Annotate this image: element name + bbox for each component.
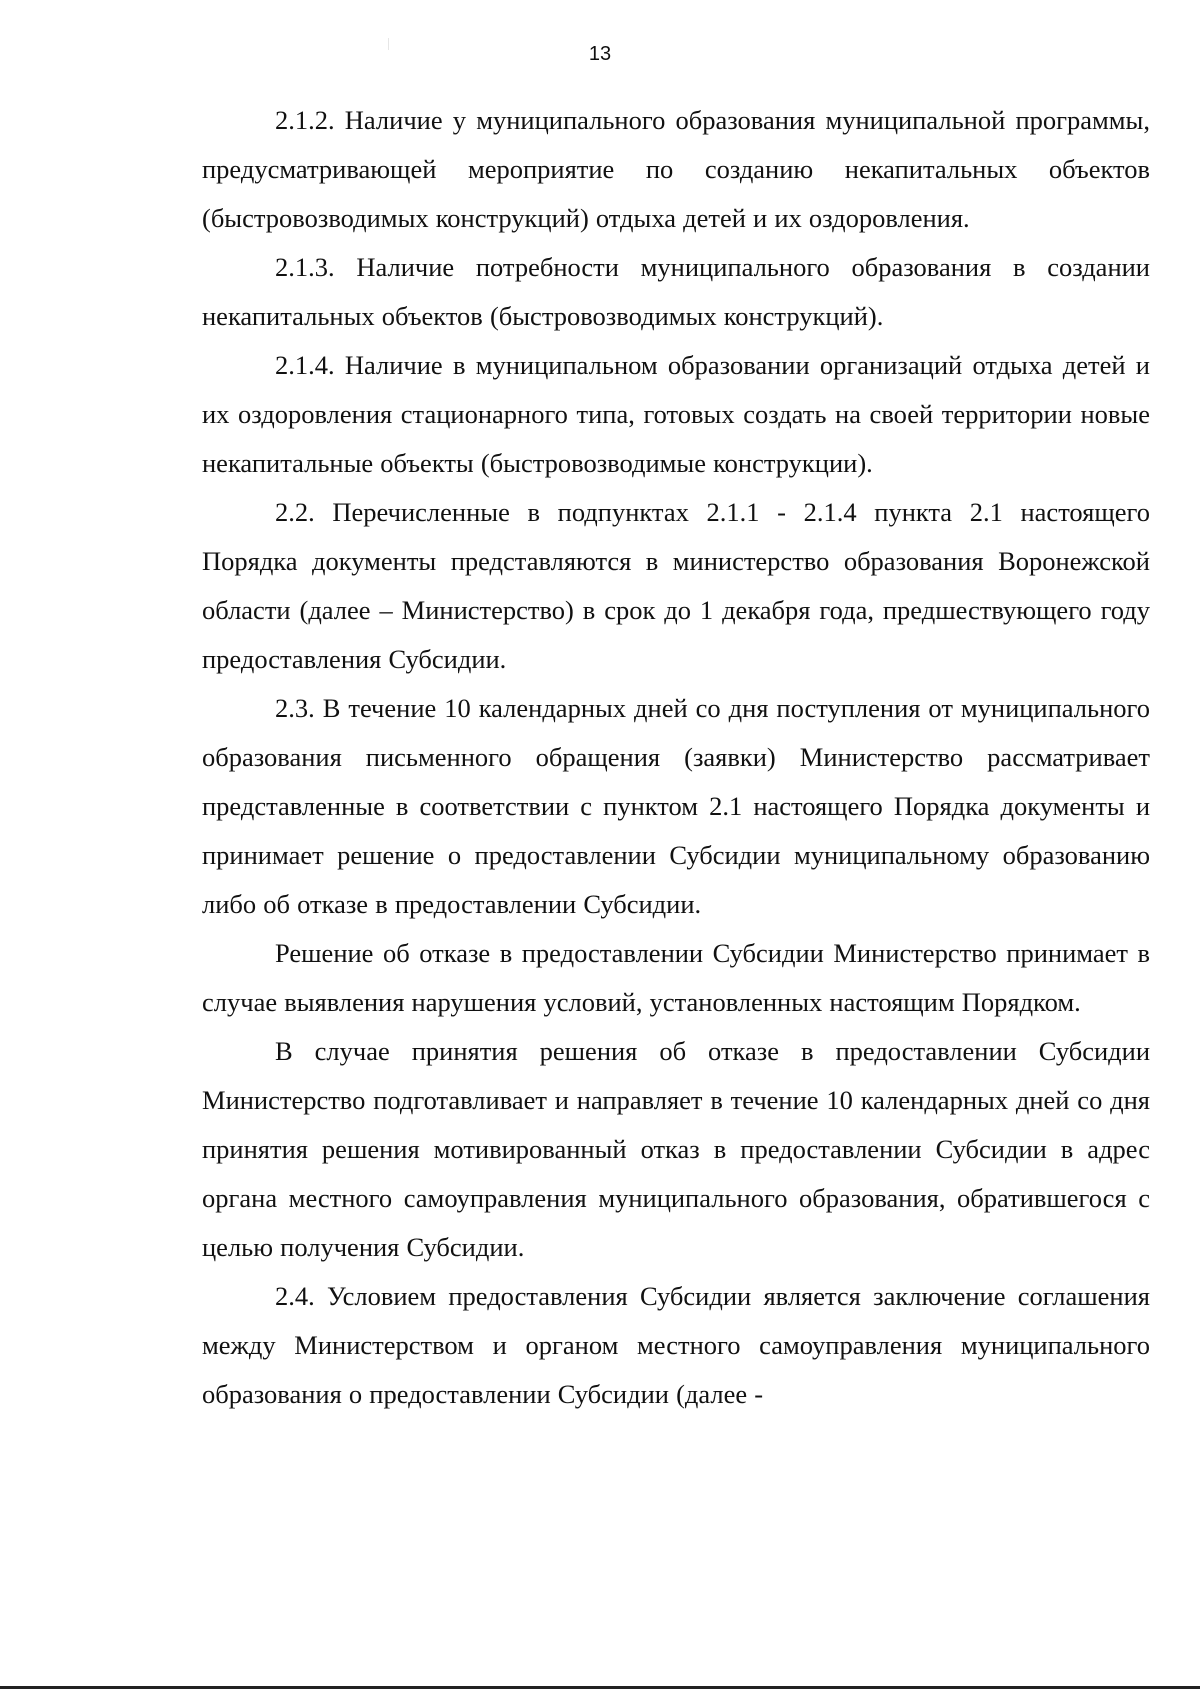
paragraph-2-4: 2.4. Условием предоставления Субсидии является заключение соглашения между Министерством и органом местного самоуправления муниципального образования о предоставлении Субсидии (далее - xyxy=(202,1281,1150,1409)
paragraph-refusal-notice: В случае принятия решения об отказе в предоставлении Субсидии Министерство подготавливает и направляет в течение 10 календарных дней со дня принятия решения мотивированный отказ в предоставлении Субсидии в адрес органа местного самоуправления муниципального образования, обратившегося с целью получения Субсидии. xyxy=(202,1036,1150,1262)
paragraph-2-1-2: 2.1.2. Наличие у муниципального образования муниципальной программы, предусматривающей мероприятие по созданию некапитальных объектов (быстровозводимых конструкций) отдыха детей и их оздоровления. xyxy=(202,105,1150,233)
paragraph-refusal-decision: Решение об отказе в предоставлении Субсидии Министерство принимает в случае выявления нарушения условий, установленных настоящим Порядком. xyxy=(202,938,1150,1017)
page-bottom-rule xyxy=(0,1686,1200,1689)
document-body xyxy=(202,96,1150,1419)
paragraph-2-1-3: 2.1.3. Наличие потребности муниципального образования в создании некапитальных объектов (быстровозводимых конструкций). xyxy=(202,252,1150,331)
paragraph-2-1-4: 2.1.4. Наличие в муниципальном образовании организаций отдыха детей и их оздоровления стационарного типа, готовых создать на своей территории новые некапитальные объекты (быстровозводимые конструкции). xyxy=(202,350,1150,478)
paragraph-2-3: 2.3. В течение 10 календарных дней со дня поступления от муниципального образования письменного обращения (заявки) Министерство рассматривает представленные в соответствии с пунктом 2.1 настоящего Порядка документы и принимает решение о предоставлении Субсидии муниципальному образованию либо об отказе в предоставлении Субсидии. xyxy=(202,693,1150,919)
page-number: 13 xyxy=(588,43,612,65)
paragraph-2-2: 2.2. Перечисленные в подпунктах 2.1.1 - 2.1.4 пункта 2.1 настоящего Порядка документы представляются в министерство образования Воронежской области (далее – Министерство) в срок до 1 декабря года, предшествующего году предоставления Субсидии. xyxy=(202,497,1150,674)
